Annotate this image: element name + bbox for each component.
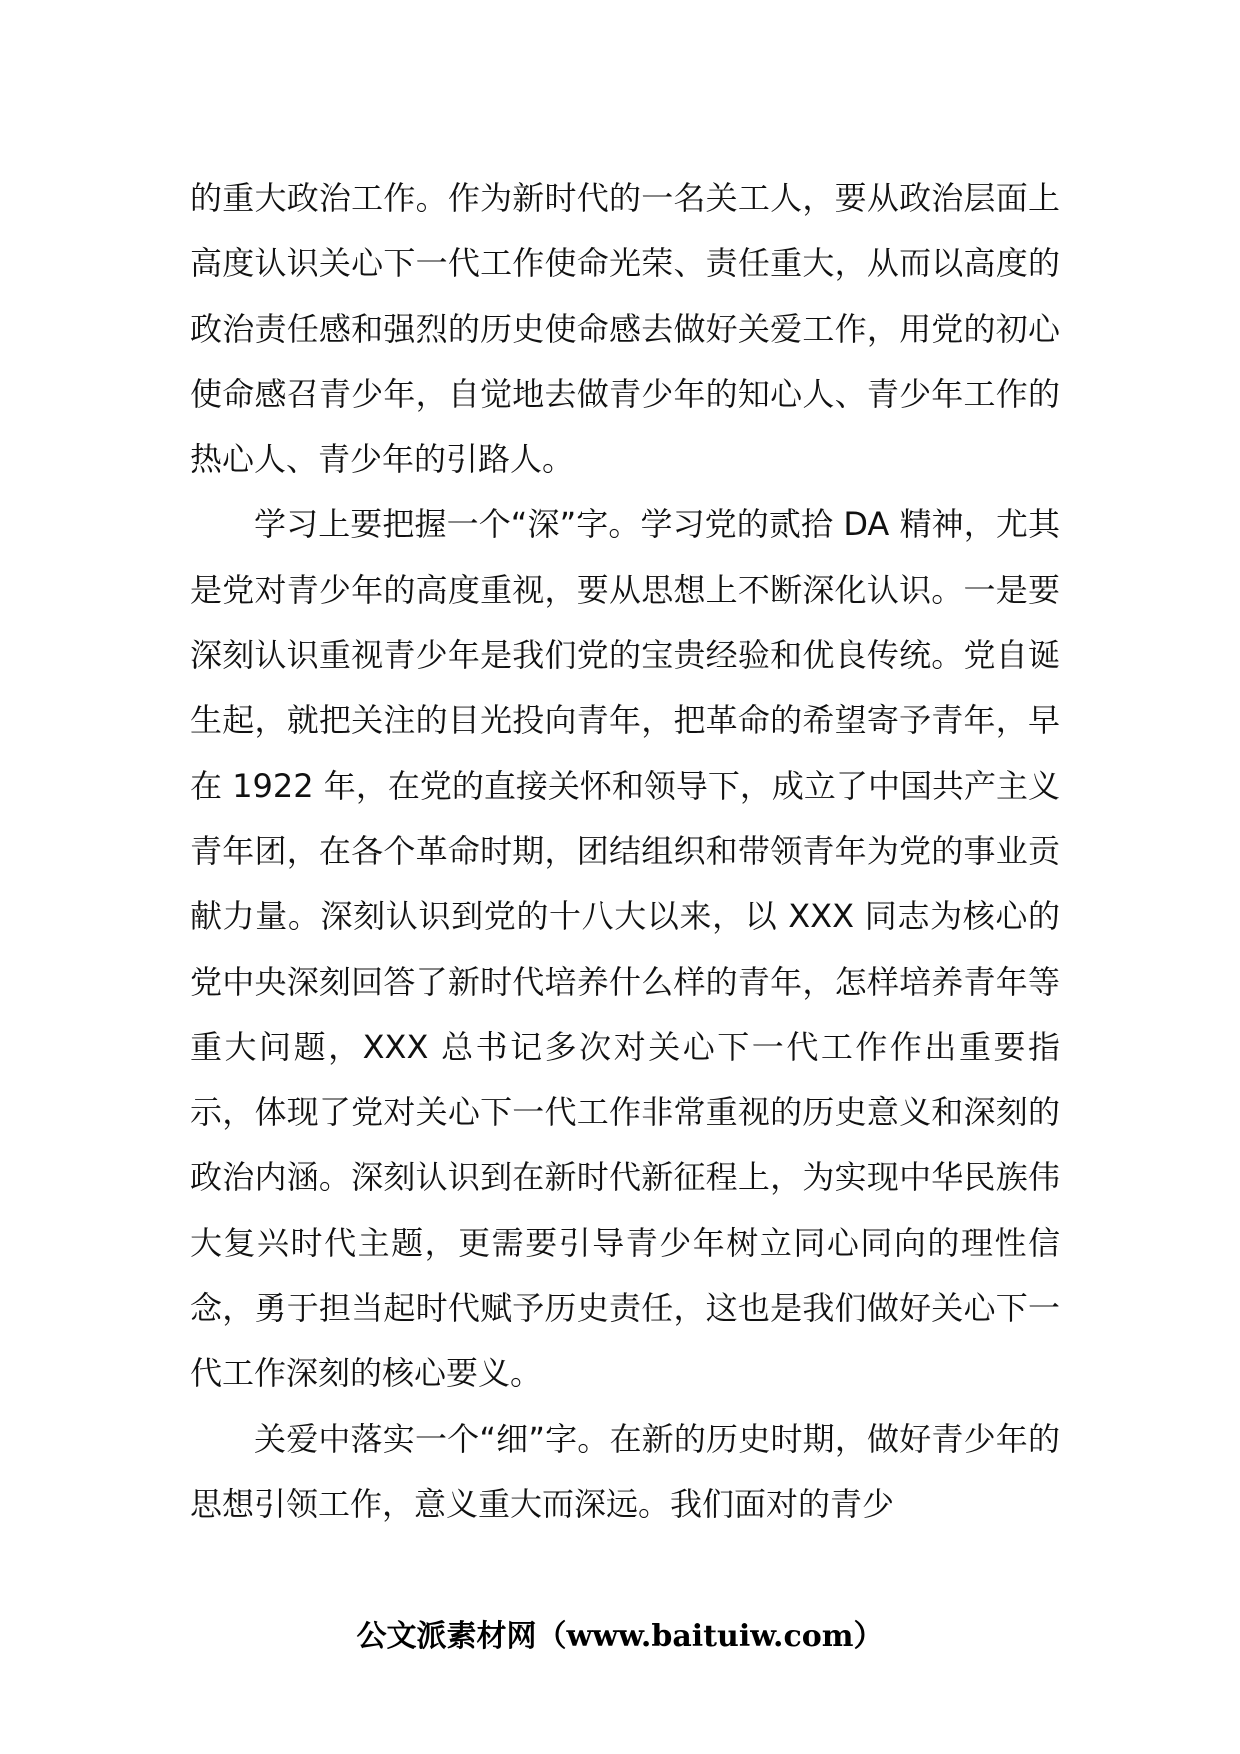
document-body: [190, 166, 1060, 1537]
footer-watermark: 公文派素材网（www.baituiw.com）: [356, 1619, 884, 1654]
paragraph-1: 的重大政治工作。作为新时代的一名关工人，要从政治层面上高度认识关心下一代工作使命光荣、责任重大，从而以高度的政治责任感和强烈的历史使命感去做好关爱工作，用党的初心使命感召青少年，自觉地去做青少年的知心人、青少年工作的热心人、青少年的引路人。: [190, 179, 1060, 479]
paragraph-3: 关爱中落实一个“细”字。在新的历史时期，做好青少年的思想引领工作，意义重大而深远。我们面对的青少: [190, 1419, 1060, 1523]
paragraph-2: 学习上要把握一个“深”字。学习党的贰拾 DA 精神，尤其是党对青少年的高度重视，要从思想上不断深化认识。一是要深刻认识重视青少年是我们党的宝贵经验和优良传统。党自诞生起，就把关注的目光投向青年，把革命的希望寄予青年，早在 1922 年，在党的直接关怀和领导下，成立了中国共产主义青年团，在各个革命时期，团结组织和带领青年为党的事业贡献力量。深刻认识到党的十八大以来，以 XXX 同志为核心的党中央深刻回答了新时代培养什么样的青年，怎样培养青年等重大问题，XXX 总书记多次对关心下一代工作作出重要指示，体现了党对关心下一代工作非常重视的历史意义和深刻的政治内涵。深刻认识到在新时代新征程上，为实现中华民族伟大复兴时代主题，更需要引导青少年树立同心同向的理性信念，勇于担当起时代赋予历史责任，这也是我们做好关心下一代工作深刻的核心要义。: [190, 505, 1060, 1393]
